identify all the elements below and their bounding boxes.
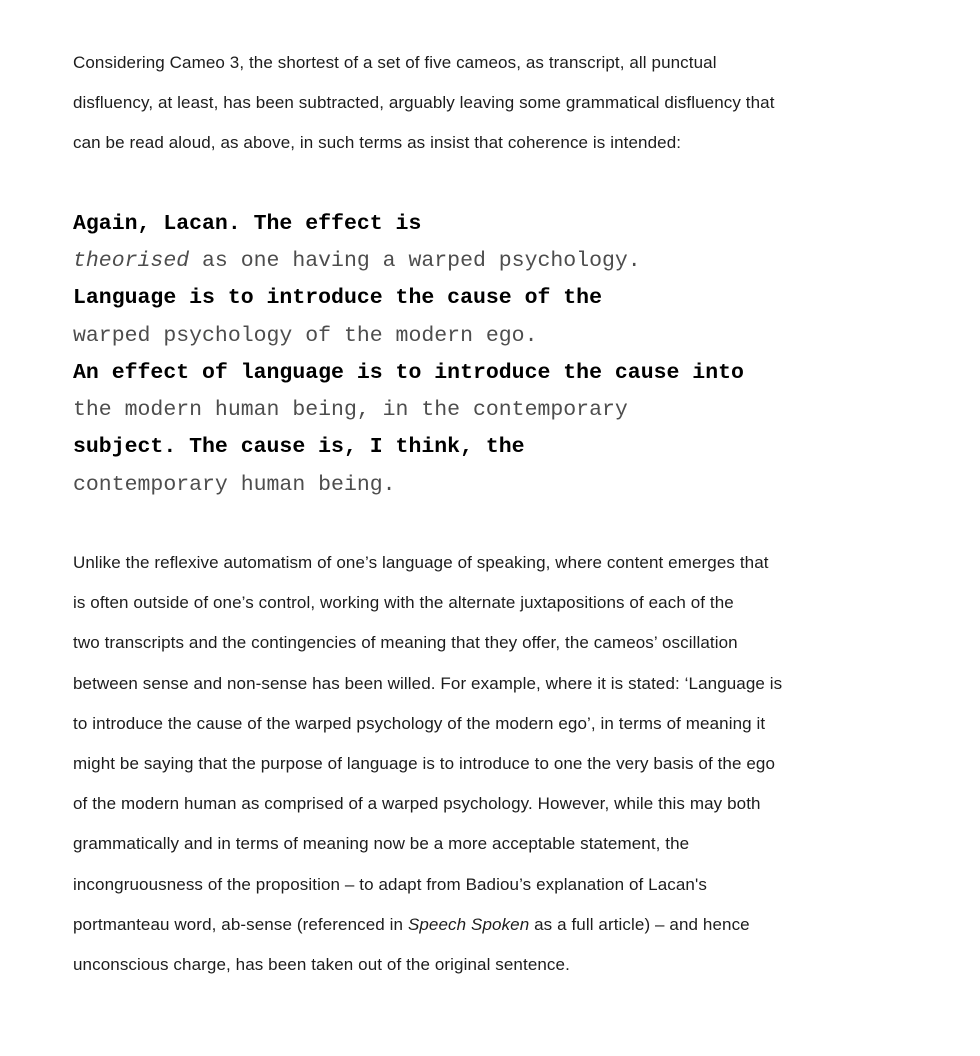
text-line: grammatically and in terms of meaning now be a more acceptable statement, the <box>73 834 690 854</box>
text-line: can be read aloud, as above, in such terms as insist that coherence is intended: <box>73 133 682 153</box>
intro-paragraph <box>73 43 920 164</box>
text-segment: as a full article) – and hence <box>529 914 750 934</box>
text-line: incongruousness of the proposition – to adapt from Badiou’s explanation of Lacan's <box>73 874 707 894</box>
cameo-line-rest: as one having a warped psychology. <box>189 248 641 273</box>
text-line: to introduce the cause of the warped psychology of the modern ego’, in terms of meaning it <box>73 713 766 733</box>
text-line: Considering Cameo 3, the shortest of a set of five cameos, as transcript, all punctual <box>73 53 717 72</box>
cameo-line-bold: Language is to introduce the cause of the <box>73 286 602 311</box>
text-line: might be saying that the purpose of language is to introduce to one the very basis of the ego <box>73 754 776 773</box>
cameo-line-regular <box>73 243 920 280</box>
cameo-italic-word: theorised <box>73 248 190 273</box>
text-line: Unlike the reflexive automatism of one’s language of speaking, where content emerges that <box>73 552 769 572</box>
cameo-line-regular: the modern human being, in the contemporary <box>73 398 628 423</box>
text-line: of the modern human as comprised of a warped psychology. However, while this may both <box>73 794 761 814</box>
text-line: unconscious charge, has been taken out of the original sentence. <box>73 955 570 975</box>
cameo-line-regular: warped psychology of the modern ego. <box>73 323 538 348</box>
text-line: is often outside of one’s control, working with the alternate juxtapositions of each of the <box>73 593 734 613</box>
closing-paragraph <box>73 543 920 985</box>
text-line: two transcripts and the contingencies of meaning that they offer, the cameos’ oscillation <box>73 633 738 653</box>
text-line: between sense and non-sense has been willed. For example, where it is stated: ‘Language is <box>73 673 783 693</box>
italic-title: Speech Spoken <box>407 914 530 934</box>
text-line <box>73 905 920 945</box>
cameo-transcript-block <box>73 206 920 504</box>
cameo-line-bold: Again, Lacan. The effect is <box>73 211 422 236</box>
cameo-line-regular: contemporary human being. <box>73 472 396 497</box>
text-segment: portmanteau word, ab-sense (referenced in <box>73 914 408 934</box>
text-line: disfluency, at least, has been subtracted, arguably leaving some grammatical disfluency that <box>73 93 775 113</box>
cameo-line-bold: subject. The cause is, I think, the <box>73 435 525 460</box>
cameo-line-bold: An effect of language is to introduce the cause into <box>73 360 744 385</box>
